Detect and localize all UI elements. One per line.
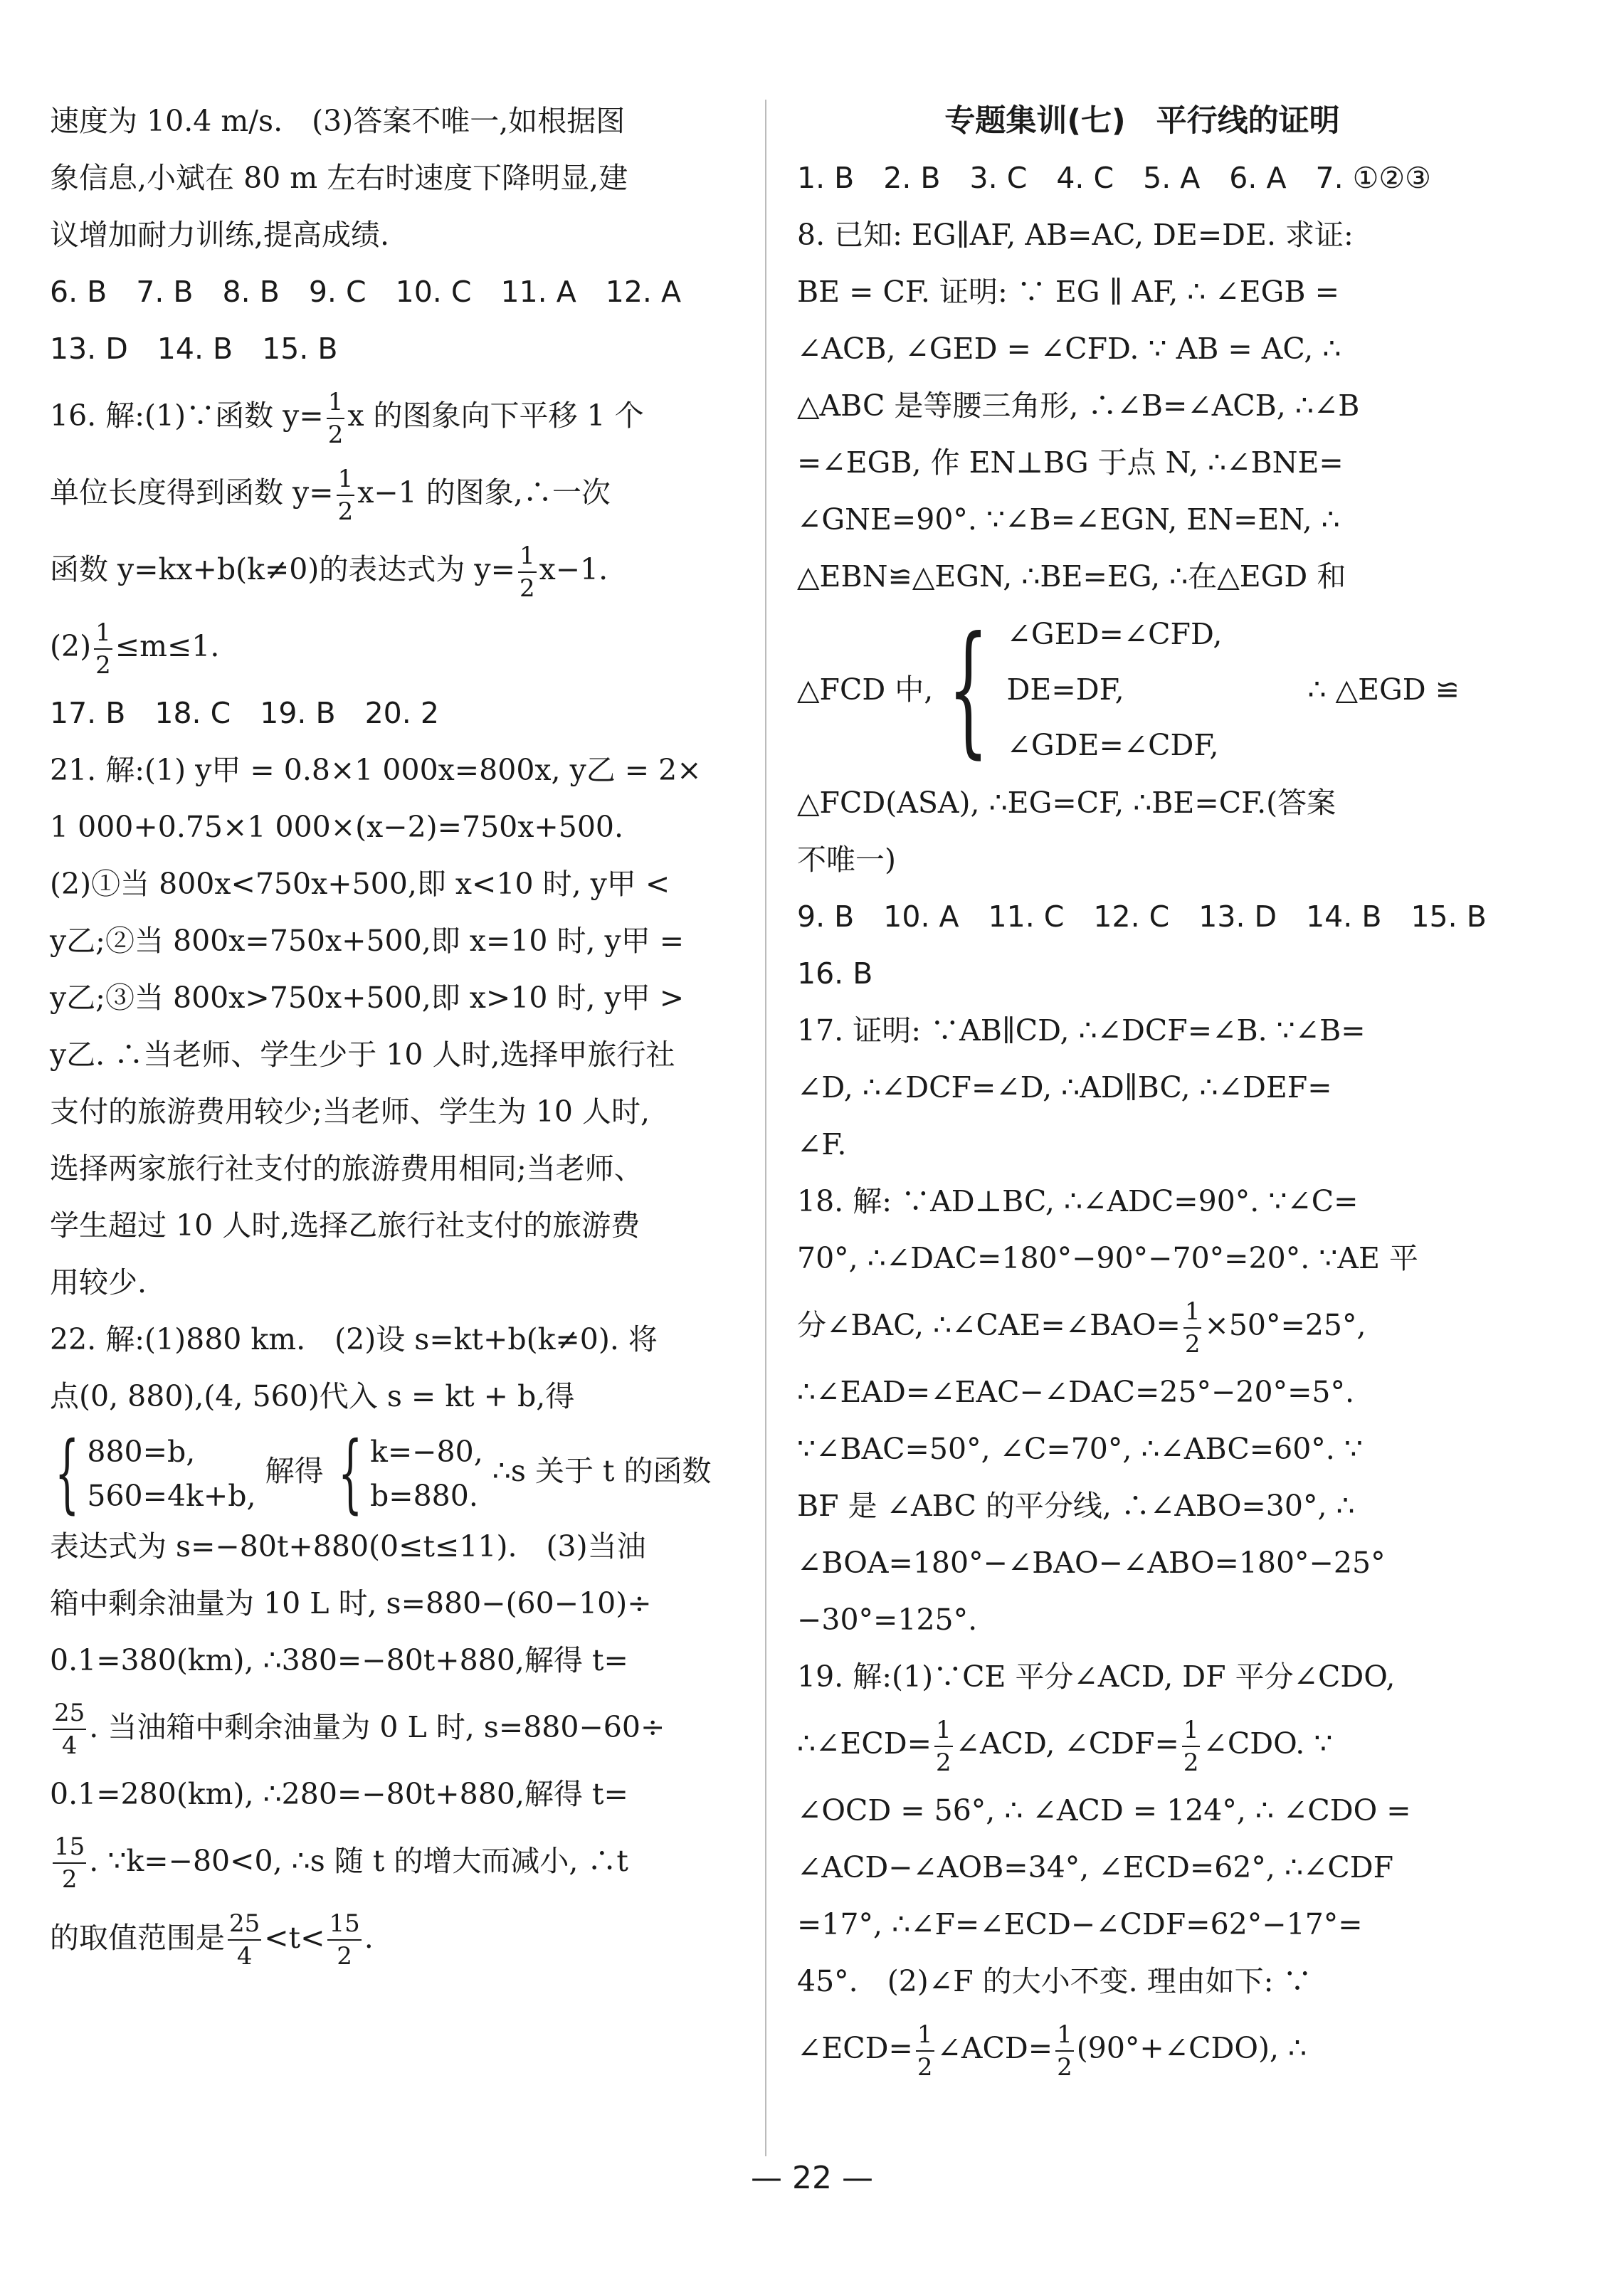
- text-line: 议增加耐力训练,提高成绩.: [50, 218, 390, 252]
- answer-line: 13. D 14. B 15. B: [50, 332, 338, 366]
- text-line: 1 000+0.75×1 000×(x−2)=750x+500.: [50, 810, 624, 844]
- section-title: 专题集训(七) 平行线的证明: [944, 103, 1340, 139]
- fraction: $\frac{1}{2}$: [1183, 1715, 1199, 1777]
- equation-system: { 880=b, 560=4k+b,: [54, 1423, 256, 1523]
- answer-line: 1. B 2. B 3. C 4. C 5. A 6. A 7. ①②③: [797, 161, 1431, 195]
- brace-icon: {: [54, 1423, 80, 1523]
- brace-icon: {: [948, 606, 989, 772]
- q22-line-9: $\frac{15}{2}$ . ∵k=−80<0, ∴s 随 t 的增大而减小, ∴t: [54, 1832, 628, 1894]
- text-line: ∠OCD = 56°, ∴ ∠ACD = 124°, ∴ ∠CDO =: [797, 1793, 1411, 1828]
- text-line: =17°, ∴∠F=∠ECD−∠CDF=62°−17°=: [797, 1907, 1363, 1941]
- answer-line: 17. B 18. C 19. B 20. 2: [50, 696, 439, 730]
- text-line: ∠ACD−∠AOB=34°, ∠ECD=62°, ∴∠CDF: [797, 1850, 1394, 1884]
- text-line: ∠D, ∴∠DCF=∠D, ∴AD∥BC, ∴∠DEF=: [797, 1070, 1332, 1104]
- text-line: ∠BOA=180°−∠BAO−∠ABO=180°−25°: [797, 1546, 1386, 1580]
- text-line: BF 是 ∠ABC 的平分线, ∴∠ABO=30°, ∴: [797, 1489, 1355, 1523]
- text-line: y乙;②当 800x=750x+500,即 x=10 时, y甲 =: [50, 924, 685, 958]
- text-line: =∠EGB, 作 EN⊥BG 于点 N, ∴∠BNE=: [797, 445, 1344, 480]
- q16-line-2: 单位长度得到函数 y= $\frac{1}{2}$ x−1 的图象,∴一次: [50, 464, 611, 526]
- equation-system: { k=−80, b=880.: [337, 1423, 483, 1523]
- text-line: 象信息,小斌在 80 m 左右时速度下降明显,建: [50, 161, 628, 195]
- text-line: (2)①当 800x<750x+500,即 x<10 时, y甲 <: [50, 867, 670, 901]
- text-line: 21. 解:(1) y甲 = 0.8×1 000x=800x, y乙 = 2×: [50, 753, 702, 787]
- text-line: 70°, ∴∠DAC=180°−90°−70°=20°. ∵AE 平: [797, 1241, 1418, 1275]
- text-line: 0.1=380(km), ∴380=−80t+880,解得 t=: [50, 1642, 628, 1677]
- text-line: BE = CF. 证明: ∵ EG ∥ AF, ∴ ∠EGB =: [797, 275, 1339, 309]
- text-line: 速度为 10.4 m/s. (3)答案不唯一,如根据图: [50, 104, 626, 138]
- text-line: 17. 证明: ∵AB∥CD, ∴∠DCF=∠B. ∵∠B=: [797, 1013, 1366, 1048]
- text-line: ∠ACB, ∠GED = ∠CFD. ∵ AB = AC, ∴: [797, 332, 1341, 366]
- text-line: 点(0, 880),(4, 560)代入 s = kt + b,得: [50, 1379, 575, 1413]
- equation-system: { ∠GED=∠CFD, DE=DF, ∠GDE=∠CDF,: [948, 606, 1223, 772]
- text-line: △EBN≌△EGN, ∴BE=EG, ∴在△EGD 和: [797, 559, 1346, 594]
- column-divider: [765, 100, 766, 2156]
- text-line: 表达式为 s=−80t+880(0≤t≤11). (3)当油: [50, 1529, 646, 1563]
- fraction: $\frac{1}{2}$: [917, 2020, 933, 2082]
- left-column: [50, 93, 733, 1976]
- text-line: 箱中剩余油量为 10 L 时, s=880−(60−10)÷: [50, 1586, 652, 1620]
- q22-line-10: 的取值范围是 $\frac{25}{4}$ <t< $\frac{15}{2}$ .: [50, 1909, 374, 1971]
- q8-system-line: △FCD 中, { ∠GED=∠CFD, DE=DF, ∠GDE=∠CDF, ∴ △EGD ≌: [797, 606, 1460, 772]
- text-line: 0.1=280(km), ∴280=−80t+880,解得 t=: [50, 1776, 628, 1811]
- brace-icon: {: [337, 1423, 362, 1523]
- q16-line-4: (2) $\frac{1}{2}$ ≤m≤1.: [50, 618, 220, 680]
- text-line: 用较少.: [50, 1265, 147, 1299]
- text-line: 8. 已知: EG∥AF, AB=AC, DE=DE. 求证:: [797, 218, 1354, 252]
- text-line: ∠GNE=90°. ∵∠B=∠EGN, EN=EN, ∴: [797, 502, 1340, 537]
- text-line: △ABC 是等腰三角形, ∴∠B=∠ACB, ∴∠B: [797, 389, 1360, 423]
- answer-line: 9. B 10. A 11. C 12. C 13. D 14. B 15. B: [797, 900, 1487, 934]
- q19-line-2: ∴∠ECD= $\frac{1}{2}$ ∠ACD, ∠CDF= $\frac{1}{2}$ ∠CDO. ∵: [797, 1715, 1333, 1777]
- text-line: y乙. ∴当老师、学生少于 10 人时,选择甲旅行社: [50, 1038, 675, 1072]
- text-line: ∴∠EAD=∠EAC−∠DAC=25°−20°=5°.: [797, 1375, 1355, 1409]
- text-line: △FCD(ASA), ∴EG=CF, ∴BE=CF.(答案: [797, 786, 1336, 820]
- fraction: $\frac{1}{2}$: [935, 1715, 951, 1777]
- answer-line: 16. B: [797, 956, 873, 991]
- text-line: −30°=125°.: [797, 1603, 978, 1637]
- fraction: $\frac{25}{4}$: [229, 1909, 260, 1971]
- answer-line: 6. B 7. B 8. B 9. C 10. C 11. A 12. A: [50, 275, 682, 309]
- q19-line-7: ∠ECD= $\frac{1}{2}$ ∠ACD= $\frac{1}{2}$ (90°+∠CDO), ∴: [797, 2020, 1307, 2082]
- fraction: $\frac{25}{4}$: [54, 1699, 85, 1760]
- fraction: $\frac{15}{2}$: [54, 1832, 85, 1894]
- q22-line-7: $\frac{25}{4}$ . 当油箱中剩余油量为 0 L 时, s=880−60÷: [54, 1699, 665, 1760]
- q18-line-3: 分∠BAC, ∴∠CAE=∠BAO= $\frac{1}{2}$ ×50°=25°,: [797, 1297, 1366, 1359]
- fraction: $\frac{1}{2}$: [519, 541, 535, 603]
- text-line: 19. 解:(1)∵CE 平分∠ACD, DF 平分∠CDO,: [797, 1660, 1396, 1694]
- text-line: 18. 解: ∵AD⊥BC, ∴∠ADC=90°. ∵∠C=: [797, 1184, 1359, 1218]
- page-number: — 22 —: [751, 2160, 873, 2196]
- text-line: 22. 解:(1)880 km. (2)设 s=kt+b(k≠0). 将: [50, 1322, 658, 1356]
- fraction: $\frac{1}{2}$: [337, 464, 354, 526]
- right-column: [797, 93, 1487, 2087]
- fraction: $\frac{1}{2}$: [1184, 1297, 1201, 1359]
- text-line: 选择两家旅行社支付的旅游费用相同;当老师、: [50, 1151, 643, 1186]
- q16-line-1: 16. 解:(1)∵函数 y= $\frac{1}{2}$ x 的图象向下平移 1 个: [50, 387, 644, 449]
- fraction: $\frac{15}{2}$: [329, 1909, 360, 1971]
- fraction: $\frac{1}{2}$: [327, 387, 344, 449]
- text-line: ∠F.: [797, 1127, 847, 1161]
- text-line: 学生超过 10 人时,选择乙旅行社支付的旅游费: [50, 1208, 640, 1243]
- text-line: ∵∠BAC=50°, ∠C=70°, ∴∠ABC=60°. ∵: [797, 1432, 1363, 1466]
- q22-system-line: { 880=b, 560=4k+b, 解得 { k=−80, b=880. ∴s 关于 t 的函数: [50, 1425, 733, 1518]
- text-line: 支付的旅游费用较少;当老师、学生为 10 人时,: [50, 1095, 650, 1129]
- fraction: $\frac{1}{2}$: [1057, 2020, 1072, 2082]
- text-line: y乙;③当 800x>750x+500,即 x>10 时, y甲 >: [50, 981, 685, 1015]
- text-line: 不唯一): [797, 843, 896, 877]
- q16-line-3: 函数 y=kx+b(k≠0)的表达式为 y= $\frac{1}{2}$ x−1.: [50, 541, 608, 603]
- fraction: $\frac{1}{2}$: [95, 618, 111, 680]
- text-line: 45°. (2)∠F 的大小不变. 理由如下: ∵: [797, 1964, 1312, 1998]
